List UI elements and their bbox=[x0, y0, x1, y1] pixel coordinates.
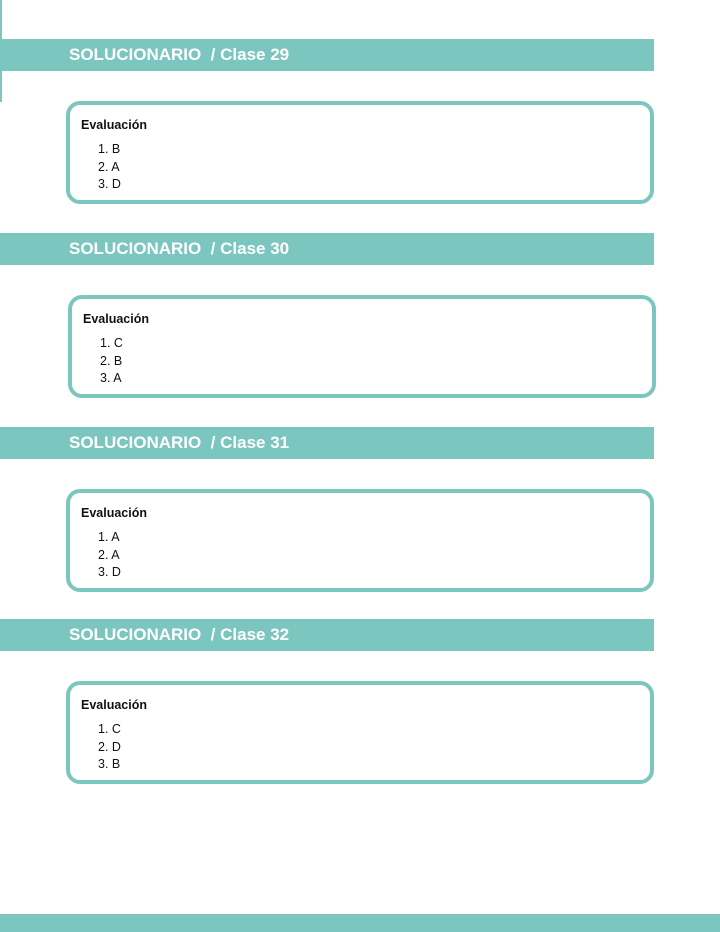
answer-item: 1. A bbox=[98, 530, 120, 544]
evaluation-card bbox=[66, 101, 654, 204]
answer-item: 2. D bbox=[98, 739, 121, 754]
banner-class-number: / Clase 32 bbox=[201, 625, 290, 644]
banner-title: SOLUCIONARIO bbox=[69, 239, 202, 258]
section-banner bbox=[0, 39, 654, 71]
answer-item: 1. B bbox=[98, 142, 121, 156]
answer-item: 3. A bbox=[100, 371, 122, 385]
evaluation-title: Evaluación bbox=[81, 698, 147, 712]
answer-list bbox=[98, 141, 121, 194]
evaluation-title: Evaluación bbox=[83, 312, 149, 326]
section-banner bbox=[0, 233, 654, 265]
answer-item: 1. C bbox=[100, 336, 123, 350]
evaluation-card bbox=[68, 295, 656, 398]
evaluation-title: Evaluación bbox=[81, 118, 147, 132]
evaluation-title: Evaluación bbox=[81, 506, 147, 520]
section-banner bbox=[0, 619, 654, 651]
banner-title: SOLUCIONARIO bbox=[69, 433, 202, 452]
banner-class-number: / Clase 30 bbox=[201, 239, 290, 258]
answer-list bbox=[98, 721, 121, 774]
answer-item: 3. D bbox=[98, 177, 121, 191]
footer-bar bbox=[0, 914, 720, 932]
banner-class-number: / Clase 29 bbox=[201, 45, 290, 64]
answer-list bbox=[98, 529, 121, 582]
banner-title: SOLUCIONARIO bbox=[69, 625, 202, 644]
answer-item: 2. A bbox=[98, 159, 120, 174]
answer-list bbox=[100, 335, 123, 388]
evaluation-card bbox=[66, 489, 654, 592]
answer-item: 1. C bbox=[98, 722, 121, 736]
answer-item: 2. A bbox=[98, 547, 120, 562]
evaluation-card bbox=[66, 681, 654, 784]
section-banner bbox=[0, 427, 654, 459]
banner-class-number: / Clase 31 bbox=[201, 433, 290, 452]
answer-item: 3. D bbox=[98, 565, 121, 579]
banner-title: SOLUCIONARIO bbox=[69, 45, 202, 64]
answer-item: 3. B bbox=[98, 757, 121, 771]
answer-item: 2. B bbox=[100, 353, 123, 368]
